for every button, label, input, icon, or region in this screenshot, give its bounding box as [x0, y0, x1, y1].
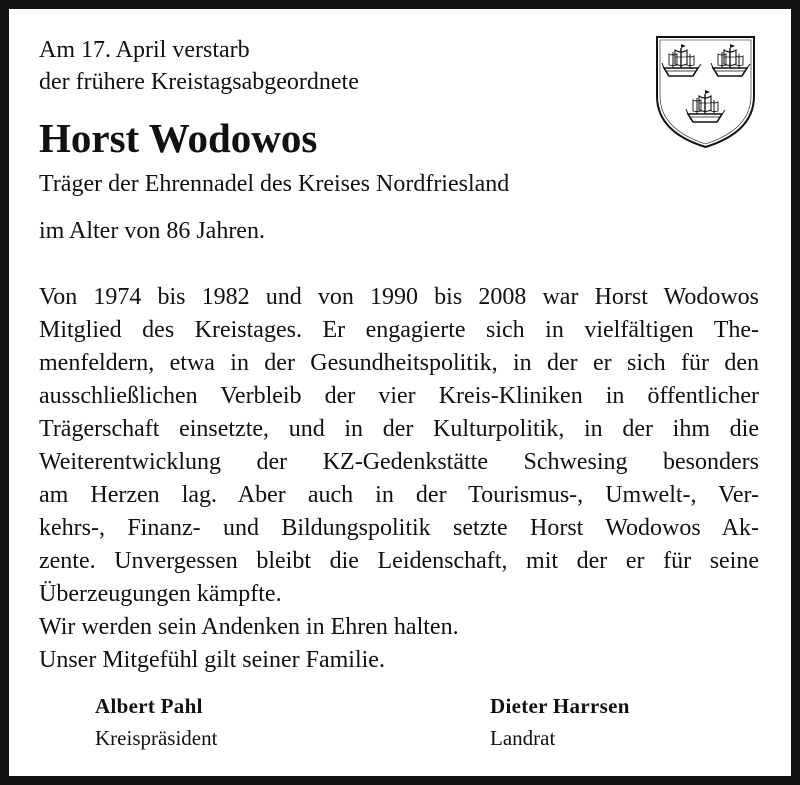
- intro-line-1: Am 17. April verstarb: [39, 37, 250, 63]
- body-line: Mitglied des Kreistages. Er engagierte sich in vielfältigen The-: [39, 317, 759, 343]
- body-line: Wir werden sein Andenken in Ehren halten.: [39, 614, 459, 640]
- body-line: ausschließlichen Verbleib der vier Kreis-Kliniken in öffentlicher: [39, 383, 759, 409]
- signature-landrat: [490, 690, 630, 754]
- body-line: kehrs-, Finanz- und Bildungspolitik setzte Horst Wodowos Ak-: [39, 515, 759, 541]
- intro-text: [39, 34, 359, 98]
- body-line: menfeldern, etwa in der Gesundheitspolitik, in der er sich für den: [39, 350, 759, 376]
- intro-line-2: der frühere Kreistagsabgeordnete: [39, 69, 359, 95]
- signer-name: Albert Pahl: [95, 694, 203, 718]
- body-line: Überzeugungen kämpfte.: [39, 581, 282, 607]
- age-line: im Alter von 86 Jahren.: [39, 218, 265, 244]
- body-line: Trägerschaft einsetzte, und in der Kulturpolitik, in der ihm die: [39, 416, 759, 442]
- signer-name: Dieter Harrsen: [490, 694, 630, 718]
- obituary-body: [39, 281, 759, 677]
- deceased-name: Horst Wodowos: [39, 115, 318, 161]
- body-line: Weiterentwicklung der KZ-Gedenkstätte Schwesing besonders: [39, 449, 759, 475]
- body-line: Unser Mitgefühl gilt seiner Familie.: [39, 647, 385, 673]
- body-line: Von 1974 bis 1982 und von 1990 bis 2008 war Horst Wodowos: [39, 284, 759, 310]
- honor-line: Träger der Ehrennadel des Kreises Nordfriesland: [39, 171, 510, 197]
- signer-title: Landrat: [490, 726, 556, 750]
- coat-of-arms-three-ships-icon: [654, 34, 757, 150]
- signature-kreispraesident: [95, 690, 217, 754]
- body-line: zente. Unvergessen bleibt die Leidenschaft, mit der er für seine: [39, 548, 759, 574]
- body-line: am Herzen lag. Aber auch in der Tourismus-, Umwelt-, Ver-: [39, 482, 759, 508]
- signer-title: Kreispräsident: [95, 726, 218, 750]
